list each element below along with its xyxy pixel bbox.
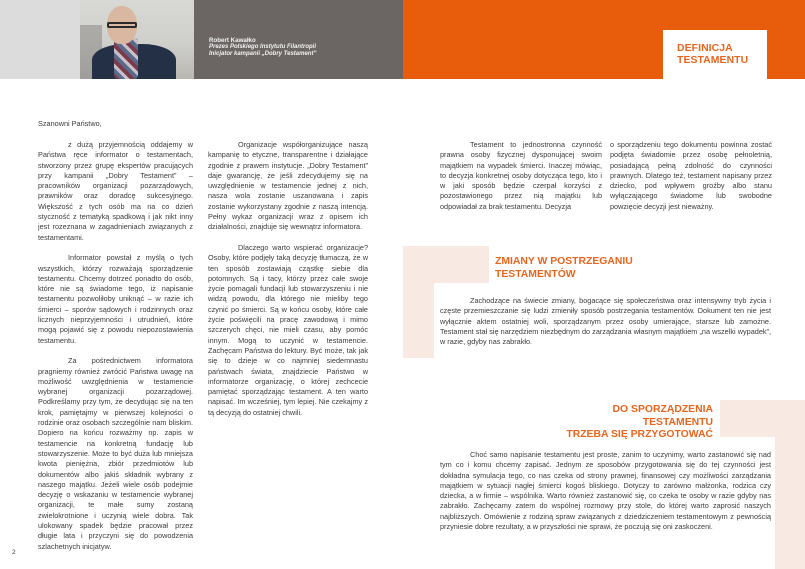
section-prepare-body — [440, 450, 771, 543]
section-prepare-title — [545, 404, 713, 442]
header-grey-block — [0, 0, 80, 79]
definition-column-2 — [610, 140, 772, 222]
section-changes-body — [440, 296, 771, 358]
section-label-line2: TESTAMENTU — [677, 55, 749, 66]
letter-column-2 — [208, 140, 368, 428]
photo-scarf — [114, 38, 138, 79]
section-label — [677, 43, 748, 67]
definition-paragraph-cont: o sporządzeniu tego dokumentu powinna zostać podjęta świadomie przez osobę pełnoletnią, posiadającą pełną zdolność do czynności prawnych. Dlatego też, testament napisany przez dziecko, pod wpływem groźby albo stanu wyłączającego świadome lub swobodne powzięcie decyzji jest nieważny. — [610, 140, 772, 211]
photo-glasses — [107, 22, 137, 28]
author-role-1: Prezes Polskiego Instytutu Filantropii — [209, 44, 317, 51]
section-label-line1: DEFINICJA — [677, 43, 733, 54]
letter-paragraph: Organizacje współorganizujące naszą kampanię to etyczne, transparentne i działające zgodnie z prawem instytucje. „Dobry Testament” daje gwarancję, że jeśli zdecydujemy się na uwzględnienie w testamencie jednej z nich, nasza wola zostanie uszanowana i zapis zostanie wykorzystany zgodnie z naszą intencją. Pełny wykaz organizacji wraz z opisem ich działalności, znajduje się wewnątrz informatora. — [208, 140, 368, 232]
author-name: Robert Kawałko — [209, 37, 256, 44]
decor-peach-block — [720, 400, 805, 437]
letter-column-1 — [38, 140, 193, 562]
author-caption — [209, 37, 316, 59]
section-prepare-title-line1: DO SPORZĄDZENIA TESTAMENTU — [612, 404, 713, 428]
author-photo — [80, 0, 194, 79]
section-prepare-title-line2: TRZEBA SIĘ PRZYGOTOWAĆ — [566, 429, 713, 440]
letter-paragraph: z dużą przyjemnością oddajemy w Państwa ręce informator o testamentach, stworzony przez grupę ekspertów pracujących przy kampanii „Dobry Testament” – pracowników organizacji pozarządowych, prawników oraz doradcę sukcesyjnego. Większość z tych osób ma na co dzień styczność z tematyką spadkową i jak nikt inny jest rozeznana w zagadnieniach związanych z testamentami. — [38, 140, 193, 242]
letter-paragraph: Informator powstał z myślą o tych wszystkich, którzy rozważają sporządzenie testamentu. Chcemy dotrzeć ponadto do osób, które nie są świadome tego, iż napisanie testamentu pozwoliłoby uniknąć – w razie ich śmierci – sporów sądowych i rodzinnych oraz licznych nieprzyjemności i utrudnień, które mogą pojawić się z powodu niepozostawienia testamentu. — [38, 253, 193, 345]
decor-peach-block — [775, 437, 805, 569]
section-prepare-paragraph: Choć samo napisanie testamentu jest proste, zanim to uczynimy, warto zastanowić się nad tym co i komu chcemy zapisać. Jednym ze sposobów przygotowania się do tej czynności jest dokładna symulacja tego, co nas czeka od strony prawnej, finansowej czy możliwości zarządzania majątkiem w sytuacji nagłej śmierci kogoś bliskiego. Dotyczy to zarówno małżonka, rodzica czy dziecka, a w firmie – wspólnika. Warto również zastanowić się, co czeka te osoby w razie gdyby nas zabrakło. Zachęcamy zatem do wspólnej rozmowy przy stole, do której warto zaprosić naszych najbliższych. Omówienie z rodziną spraw związanych z dziedziczeniem testamentowym z pewnością przyniesie dobre rezultaty, a w przyszłości nie sprawi, że poczują się oni zaskoczeni. — [440, 450, 771, 532]
author-role-2: Inicjator kampanii „Dobry Testament” — [209, 51, 317, 58]
letter-greeting: Szanowni Państwo, — [38, 119, 102, 128]
letter-paragraph: Za pośrednictwem informatora pragniemy również zwrócić Państwa uwagę na możliwość uwzględnienia w testamencie wybranej organizacji pozarządowej. Podkreślamy przy tym, że decydując się na ten krok, pamiętajmy w pierwszej kolejności o rodzinie oraz osobach szczególnie nam bliskim. Dopiero na końcu rozważmy np. zapis w testamencie na konkretną fundację lub stowarzyszenie. Może to być duża lub mniejsza kwota pieniężna, zbiór przedmiotów lub dokumentów albo jakiś składnik wybrany z naszego majątku. Jeżeli wiele osób podejmie decyzję o wskazaniu w testamencie wybranej organizacji, te małe sumy zostaną zwielokrotnione i uczynią wiele dobra. Tak ulokowany spadek będzie pracował przez długie lata i przyczyni się do powodzenia szlachetnych inicjatyw. — [38, 356, 193, 551]
section-changes-title-line2: TESTAMENTÓW — [495, 268, 576, 280]
decor-peach-block — [403, 246, 489, 283]
section-changes-title-line1: ZMIANY W POSTRZEGANIU — [495, 256, 633, 267]
decor-peach-block — [403, 283, 434, 358]
section-changes-paragraph: Zachodzące na świecie zmiany, bogacące się społeczeństwa oraz intensywny tryb życia i częste przemieszczanie się ludzi zmieniły sposób postrzegania testamentów. Dokument ten nie jest wyłącznie aktem ostatniej woli, sporządzanym przez osoby umierające, starsze lub zamożne. Testament stał się narzędziem niezbędnym do zarządzania własnym majątkiem „na wszelki wypadek”, w razie, gdyby nas zabrakło. — [440, 296, 771, 347]
definition-paragraph: Testament to jednostronna czynność prawna osoby fizycznej dysponującej swoim majątkiem na wypadek śmierci. Inaczej mówiąc, to decyzja konkretnej osoby dotycząca tego, kto i w jaki sposób będzie czerpał korzyści z pozostawionego przez nią majątku lub odpowiadał za brak testamentu. Decyzja — [440, 140, 602, 211]
definition-column-1 — [440, 140, 602, 222]
section-changes-title — [495, 256, 633, 281]
letter-paragraph: Dlaczego warto wspierać organizacje? Osoby, które podjęły taką decyzję tłumaczą, że w ten sposób zostawiają cząstkę siebie dla potomnych. Są i tacy, którzy przez całe swoje życie pomagali fundacji lub stowarzyszeniu i nie widzą powodu, dla którego nie mieliby tego czynić po śmierci. Są w końcu osoby, które całe życie poświęcili na pracę zawodową i mimo szczerych chęci, nie mieli czasu, aby pomóc innym. Mogą to uczynić w testamencie. Zachęcam Państwa do lektury. Być może, tak jak się to dzieje w co najmniej siedemnastu państwach świata, znajdziecie Państwo w informatorze organizację, o której zechcecie pamiętać sporządzając testament. A ten warto napisać. Im wcześniej, tym lepiej. Nie czekajmy z tą decyzją do ostatniej chwili. — [208, 242, 368, 417]
page-number: 2 — [12, 549, 16, 556]
